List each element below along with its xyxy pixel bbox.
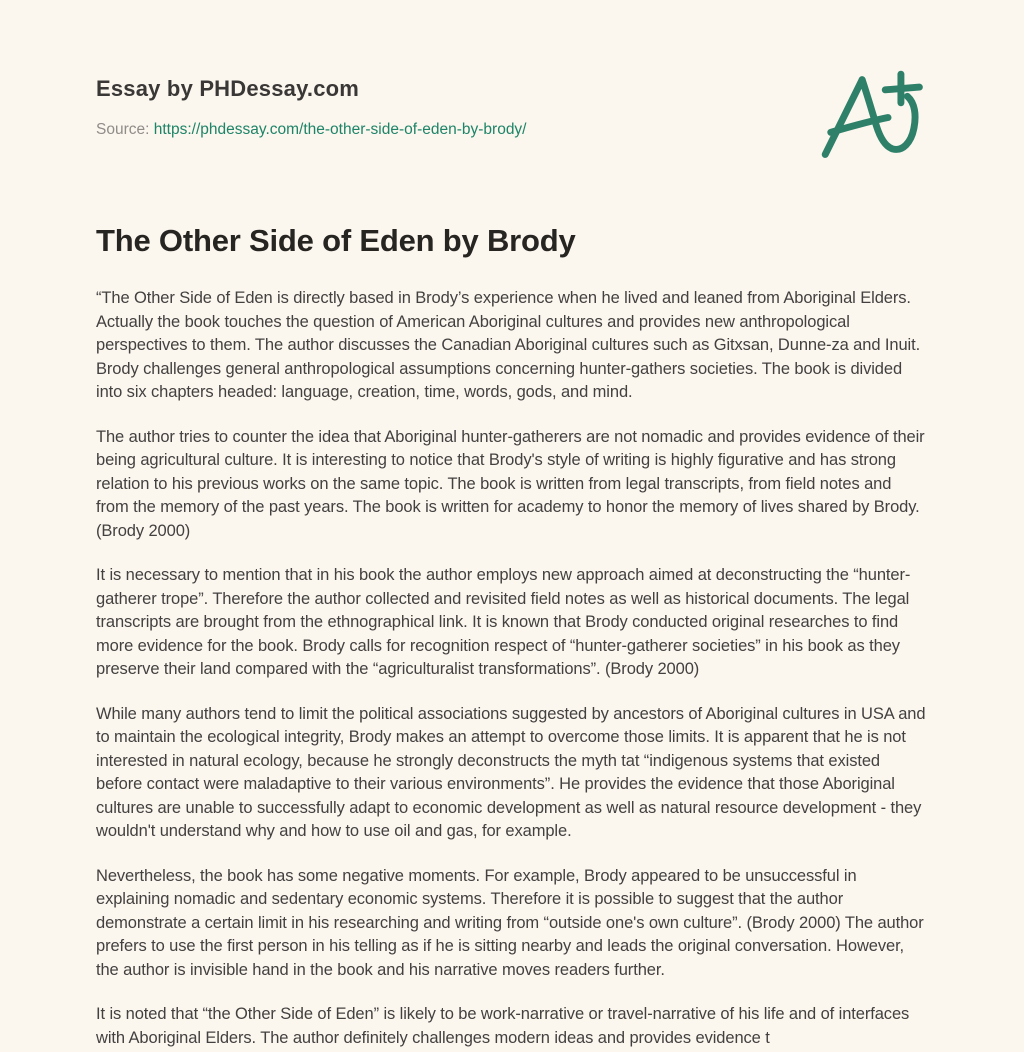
- essay-paragraph: “The Other Side of Eden is directly based in Brody’s experience when he lived and leaned from Aboriginal Elders. Actually the book touches the question of American Aboriginal cultures and provides new anthropological perspectives to them. The author discusses the Canadian Aboriginal cultures such as Gitxsan, Dunne-za and Inuit. Brody challenges general anthropological assumptions concerning hunter-gathers societies. The book is divided into six chapters headed: language, creation, time, words, gods, and mind.: [96, 289, 921, 401]
- essay-paragraph: Nevertheless, the book has some negative moments. For example, Brody appeared to be unsuccessful in explaining nomadic and sedentary economic systems. Therefore it is possible to suggest that the author demonstrate a certain limit in his researching and writing from “outside one's own culture”. (Brody 2000) The author prefers to use the first person in his telling as if he is sitting nearby and leads the original conversation. However, the author is invisible hand in the book and his narrative moves readers further.: [96, 866, 924, 979]
- essay-paragraph: It is necessary to mention that in his book the author employs new approach aimed at deconstructing the “hunter-gatherer trope”. Therefore the author collected and revisited field notes as well as historical documents. The legal transcripts are brought from the ethnographical link. It is known that Brody conducted original researches to find more evidence for the book. Brody calls for recognition respect of “hunter-gatherer societies” in his book as they preserve their land compared with the “agriculturalist transformations”. (Brody 2000): [96, 566, 911, 678]
- essay-paragraph: The author tries to counter the idea that Aboriginal hunter-gatherers are not nomadic and provides evidence of their being agricultural culture. It is interesting to notice that Brody's style of writing is highly figurative and has strong relation to his previous works on the same topic. The book is written from legal transcripts, from field notes and from the memory of the past years. The book is written for academy to honor the memory of lives shared by Brody. (Brody 2000): [96, 427, 925, 540]
- essay-title: The Other Side of Eden by Brody: [96, 223, 576, 258]
- source-label: Source:: [96, 121, 150, 138]
- essay-paragraph: It is noted that “the Other Side of Eden” is likely to be work-narrative or travel-narrative of his life and of interfaces with Aboriginal Elders. The author definitely challenges modern ideas and provides evidence t: [96, 1005, 910, 1047]
- page-header: [96, 0, 928, 139]
- essay-paragraph: While many authors tend to limit the political associations suggested by ancestors of Aboriginal cultures in USA and to maintain the ecological integrity, Brody makes an attempt to overcome those limits. It is apparent that he is not interested in natural ecology, because he strongly deconstructs the myth tat “indigenous systems that existed before contact were maladaptive to their various environments”. He provides the evidence that those Aboriginal cultures are unable to successfully adapt to economic development as well as natural resource development - they wouldn't understand why and how to use oil and gas, for example.: [96, 704, 926, 840]
- source-link[interactable]: https://phdessay.com/the-other-side-of-eden-by-brody/: [153, 121, 527, 138]
- essay-body: [96, 287, 928, 1050]
- site-header-title: Essay by PHDessay.com: [96, 76, 360, 101]
- source-line: [96, 121, 928, 139]
- a-plus-logo-icon: [816, 68, 936, 168]
